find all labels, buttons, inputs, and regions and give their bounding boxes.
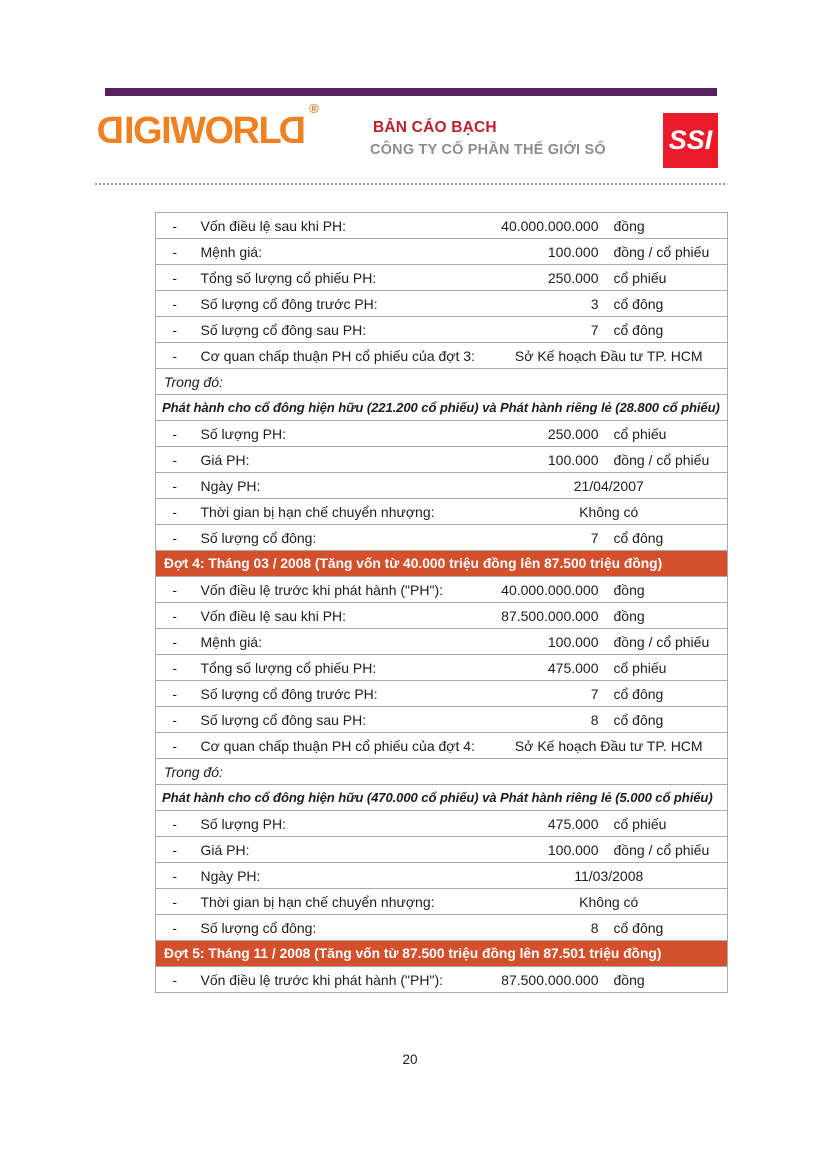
row-subheader: Phát hành cho cổ đông hiện hữu (221.200 cổ phiếu) và Phát hành riêng lẻ (28.800 cổ phiếu): [156, 395, 728, 421]
logo-letters-mid: IGIWORL: [123, 110, 281, 152]
page-number: 20: [402, 1052, 418, 1067]
row-unit: cổ phiếu: [602, 655, 728, 681]
row-label: Vốn điều lệ trước khi phát hành ("PH"):: [194, 577, 491, 603]
row-bullet: -: [156, 291, 194, 317]
table-row: [156, 239, 728, 265]
row-unit: cổ phiếu: [602, 421, 728, 447]
section-header: Đợt 4: Tháng 03 / 2008 (Tăng vốn từ 40.000 triệu đồng lên 87.500 triệu đồng): [156, 551, 728, 577]
row-value: 87.500.000.000: [491, 603, 602, 629]
row-label: Cơ quan chấp thuận PH cổ phiếu của đợt 4:: [194, 733, 491, 759]
row-bullet: -: [156, 213, 194, 239]
table-row: [156, 317, 728, 343]
company-name: CÔNG TY CỔ PHẦN THẾ GIỚI SỐ: [370, 142, 606, 158]
row-unit: đồng / cổ phiếu: [602, 447, 728, 473]
row-bullet: -: [156, 629, 194, 655]
row-label: Thời gian bị hạn chế chuyển nhượng:: [194, 499, 491, 525]
table-row: [156, 421, 728, 447]
row-value: 21/04/2007: [491, 473, 728, 499]
row-value: 100.000: [491, 239, 602, 265]
table-row: [156, 681, 728, 707]
row-bullet: -: [156, 525, 194, 551]
row-label: Thời gian bị hạn chế chuyển nhượng:: [194, 889, 491, 915]
ssi-logo-text: SSI: [668, 125, 713, 155]
table-row: [156, 395, 728, 421]
table-row: [156, 837, 728, 863]
table-row: [156, 603, 728, 629]
row-label: Mệnh giá:: [194, 239, 491, 265]
header-purple-bar: [105, 88, 717, 96]
row-value: 250.000: [491, 265, 602, 291]
row-value: 475.000: [491, 811, 602, 837]
row-note: Trong đó:: [156, 369, 728, 395]
row-value: 40.000.000.000: [491, 213, 602, 239]
ssi-logo: [663, 113, 718, 168]
row-label: Số lượng PH:: [194, 421, 491, 447]
row-value: 7: [491, 525, 602, 551]
row-label: Giá PH:: [194, 447, 491, 473]
table-row: [156, 941, 728, 967]
row-label: Tổng số lượng cổ phiếu PH:: [194, 655, 491, 681]
row-bullet: -: [156, 681, 194, 707]
row-label: Tổng số lượng cổ phiếu PH:: [194, 265, 491, 291]
row-bullet: -: [156, 837, 194, 863]
table-row: [156, 265, 728, 291]
row-bullet: -: [156, 889, 194, 915]
row-bullet: -: [156, 915, 194, 941]
table-row: [156, 291, 728, 317]
row-unit: cổ đông: [602, 707, 728, 733]
row-bullet: -: [156, 733, 194, 759]
row-bullet: -: [156, 239, 194, 265]
logo-letter-first: D: [98, 110, 124, 152]
document-title: BẢN CÁO BẠCH: [373, 119, 497, 136]
logo-letter-last: D: [280, 110, 307, 152]
row-bullet: -: [156, 863, 194, 889]
row-bullet: -: [156, 603, 194, 629]
table-row: [156, 707, 728, 733]
table-row: [156, 759, 728, 785]
row-unit: đồng: [602, 577, 728, 603]
row-unit: cổ đông: [602, 525, 728, 551]
row-unit: đồng: [602, 213, 728, 239]
row-value: 7: [491, 317, 602, 343]
row-value: 100.000: [491, 447, 602, 473]
row-value: Không có: [491, 499, 728, 525]
table-row: [156, 733, 728, 759]
section-header: Đợt 5: Tháng 11 / 2008 (Tăng vốn từ 87.500 triệu đồng lên 87.501 triệu đồng): [156, 941, 728, 967]
row-label: Cơ quan chấp thuận PH cổ phiếu của đợt 3:: [194, 343, 491, 369]
table-row: [156, 889, 728, 915]
registered-trademark-icon: ®: [309, 101, 319, 117]
row-value: 3: [491, 291, 602, 317]
row-bullet: -: [156, 499, 194, 525]
row-label: Số lượng cổ đông sau PH:: [194, 317, 491, 343]
row-value: 8: [491, 707, 602, 733]
issuance-table: [155, 212, 728, 993]
row-unit: cổ đông: [602, 291, 728, 317]
row-note: Trong đó:: [156, 759, 728, 785]
table-row: [156, 967, 728, 993]
row-unit: cổ đông: [602, 681, 728, 707]
row-bullet: -: [156, 811, 194, 837]
row-value: 250.000: [491, 421, 602, 447]
table-row: [156, 785, 728, 811]
row-label: Số lượng PH:: [194, 811, 491, 837]
row-value: 87.500.000.000: [491, 967, 602, 993]
table-row: [156, 915, 728, 941]
row-label: Giá PH:: [194, 837, 491, 863]
row-value: Không có: [491, 889, 728, 915]
row-label: Số lượng cổ đông:: [194, 915, 491, 941]
row-unit: cổ đông: [602, 915, 728, 941]
table-row: [156, 863, 728, 889]
row-value: 7: [491, 681, 602, 707]
row-bullet: -: [156, 265, 194, 291]
row-unit: cổ phiếu: [602, 265, 728, 291]
row-unit: cổ đông: [602, 317, 728, 343]
row-value: Sở Kế hoạch Đầu tư TP. HCM: [491, 343, 728, 369]
row-bullet: -: [156, 421, 194, 447]
row-bullet: -: [156, 447, 194, 473]
table-row: [156, 577, 728, 603]
row-bullet: -: [156, 473, 194, 499]
row-label: Ngày PH:: [194, 473, 491, 499]
table-row: [156, 447, 728, 473]
row-label: Số lượng cổ đông sau PH:: [194, 707, 491, 733]
row-unit: đồng: [602, 967, 728, 993]
row-subheader: Phát hành cho cổ đông hiện hữu (470.000 cổ phiếu) và Phát hành riêng lẻ (5.000 cổ phiếu): [156, 785, 728, 811]
digiworld-logo: [98, 101, 319, 152]
row-value: 475.000: [491, 655, 602, 681]
table-row: [156, 811, 728, 837]
row-label: Vốn điều lệ sau khi PH:: [194, 213, 491, 239]
table-row: [156, 213, 728, 239]
row-unit: đồng / cổ phiếu: [602, 837, 728, 863]
row-bullet: -: [156, 655, 194, 681]
issuance-table-body: [156, 213, 728, 993]
row-label: Ngày PH:: [194, 863, 491, 889]
table-row: [156, 655, 728, 681]
row-label: Số lượng cổ đông trước PH:: [194, 681, 491, 707]
row-value: 100.000: [491, 629, 602, 655]
table-row: [156, 499, 728, 525]
row-unit: đồng: [602, 603, 728, 629]
issuance-table-container: [155, 212, 727, 993]
row-value: 8: [491, 915, 602, 941]
table-row: [156, 343, 728, 369]
row-label: Số lượng cổ đông trước PH:: [194, 291, 491, 317]
dotted-divider: [95, 183, 725, 185]
row-unit: cổ phiếu: [602, 811, 728, 837]
table-row: [156, 473, 728, 499]
row-unit: đồng / cổ phiếu: [602, 629, 728, 655]
row-label: Vốn điều lệ sau khi PH:: [194, 603, 491, 629]
row-label: Vốn điều lệ trước khi phát hành ("PH"):: [194, 967, 491, 993]
row-unit: đồng / cổ phiếu: [602, 239, 728, 265]
row-bullet: -: [156, 317, 194, 343]
row-bullet: -: [156, 343, 194, 369]
row-value: 40.000.000.000: [491, 577, 602, 603]
row-label: Số lượng cổ đông:: [194, 525, 491, 551]
table-row: [156, 525, 728, 551]
row-bullet: -: [156, 577, 194, 603]
row-value: 11/03/2008: [491, 863, 728, 889]
row-label: Mệnh giá:: [194, 629, 491, 655]
table-row: [156, 369, 728, 395]
row-bullet: -: [156, 707, 194, 733]
row-bullet: -: [156, 967, 194, 993]
table-row: [156, 629, 728, 655]
row-value: Sở Kế hoạch Đầu tư TP. HCM: [491, 733, 728, 759]
table-row: [156, 551, 728, 577]
row-value: 100.000: [491, 837, 602, 863]
